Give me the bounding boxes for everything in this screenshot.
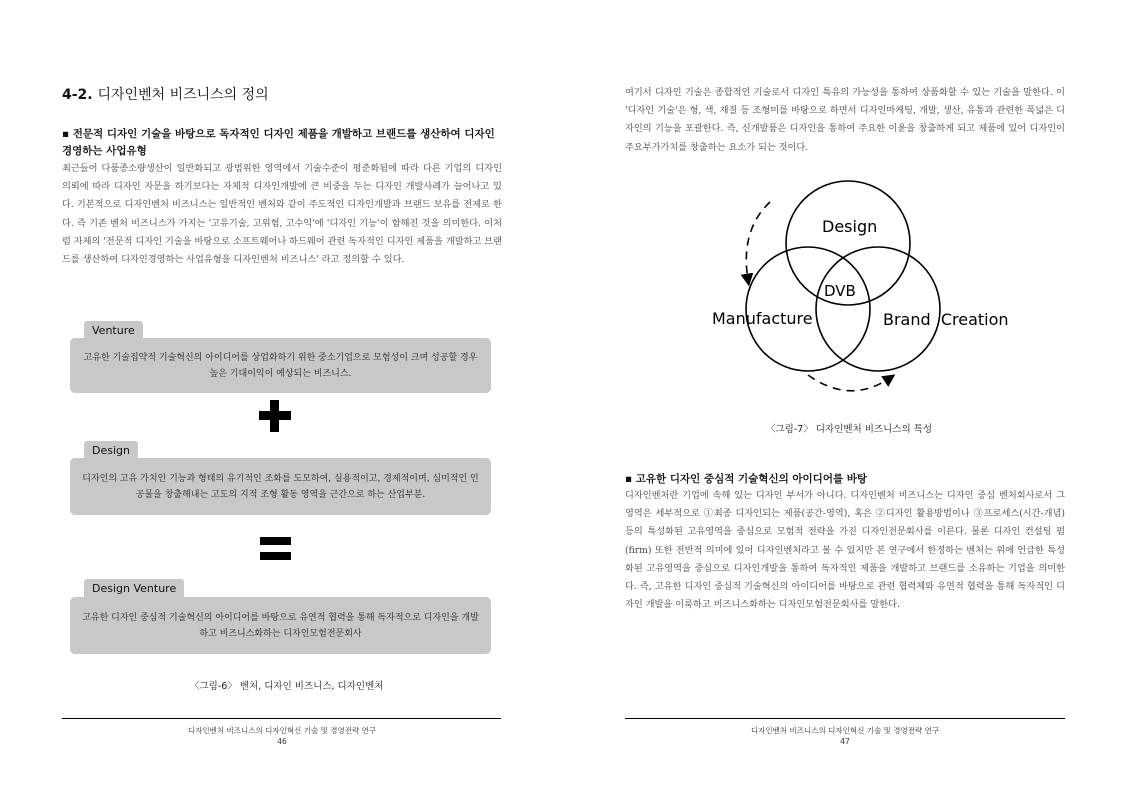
design-tag: Design: [84, 441, 138, 461]
design-text: 디자인의 고유 가치인 기능과 형태의 유기적인 조화를 도모하여, 실용적이고, 경제적이며, 심미적인 인공물을 창출해내는 고도의 지적 조형 활동 영역을 근간으로 하는 산업부분.: [82, 473, 479, 500]
figure-6-caption: 〈그림-6〉 벤처, 디자인 비즈니스, 디자인벤처: [190, 681, 384, 692]
brand-creation-label: Brand Creation: [883, 310, 1009, 329]
design-venture-tag: Design Venture: [84, 579, 184, 599]
section-title-text: 디자인벤처 비즈니스의 정의: [97, 87, 269, 103]
page-number-left: 46: [277, 737, 287, 746]
section-number: 4-2.: [62, 87, 93, 103]
body-paragraph-right-bottom: 디자인벤처란 기업에 속해 있는 디자인 부서가 아니다. 디자인벤처 비즈니스는 디자인 중심 벤처회사로서 그 영역은 세부적으로 ①최종 디자인되는 제품(공간-영역), 혹은 ②디자인 활용방법이나 ③프로세스(시간-개념) 등의 특성화된 고유영역을 중심으로 모험적 전략을 가진 디자인전문회사를 이른다. 물론 디자인 컨설팅 펌(firm) 또한 전반적 의미에 있어 디자인벤처라고 볼 수 있지만 본 연구에서 한정하는 벤처는 위에 언급한 특성화된 고유영역을 중심으로 디자인개발을 통하여 독자적인 제품을 개발하고 브랜드를 소유하는 기업을 의미한다. 즉, 고유한 디자인 중심적 기술혁신의 아이디어를 바탕으로 관련 협력체와 유연적 협력을 통해 독자적인 디자인 개발을 이룩하고 비즈니스화하는 디자인모험전문회사를 말한다.: [625, 490, 1065, 611]
dvb-label: DVB: [824, 282, 856, 300]
subheading-left: ▪ 전문적 디자인 기술을 바탕으로 독자적인 디자인 제품을 개발하고 브랜드를 생산하여 디자인 경영하는 사업유형: [62, 128, 495, 157]
venn-diagram: [700, 180, 1020, 400]
manufacture-label: Manufacture: [712, 309, 813, 328]
design-venture-text: 고유한 디자인 중심적 기술혁신의 아이디어를 바탕으로 유연적 협력을 통해 독자적으로 디자인을 개발하고 비즈니스화하는 디자인모험전문회사: [82, 612, 479, 639]
footer-title-right: 디자인벤처 비즈니스의 디자인혁신 기술 및 경영전략 연구: [750, 726, 940, 735]
venture-tag: Venture: [84, 321, 143, 341]
cycle-arrow-left: [746, 202, 770, 280]
page-number-right: 47: [840, 737, 850, 746]
venture-text: 고유한 기술집약적 기술혁신의 아이디어를 상업화하기 위한 중소기업으로 모험성이 크며 성공할 경우 높은 기대이익이 예상되는 비즈니스.: [83, 352, 478, 379]
footer-rule-right: [625, 718, 1065, 719]
body-paragraph-right-top: 여기서 디자인 기술은 종합적인 기술로서 디자인 특유의 가능성을 통하여 상품화할 수 있는 기술을 말한다. 이 '디자인 기술'은 형, 색, 재질 등 조형미를 바탕으로 하면서 디자인마케팅, 개발, 생산, 유통과 관련한 폭넓은 디자인의 기능을 포괄한다. 즉, 신개발품은 디자인을 통하여 주요한 이윤을 창출하게 되고 제품에 있어 디자인이 주요부가가치를 창출하는 요소가 되는 것이다.: [625, 87, 1065, 153]
body-paragraph-left: 최근들어 다품종소량생산이 일반화되고 광범위한 영역에서 기술수준이 평준화됨에 따라 다른 기업의 디자인 의뢰에 따라 디자인 자문을 하기보다는 자체적 디자인개발에 큰 비중을 두는 디자인 개발사례가 늘어나고 있다. 기본적으로 디자인벤처 비즈니스는 일반적인 벤처와 같이 주도적인 디자인개발과 브랜드 보유를 전제로 한다. 즉 기존 벤처 비즈니스가 가지는 '고유기술, 고위험, 고수익'에 '디자인 기능'이 함해진 것을 의미한다. 이처럼 자체의 '전문적 디자인 기술을 바탕으로 소프트웨어나 하드웨어 관련 독자적인 디자인 제품을 개발하고 브랜드를 생산하여 디자인경영하는 사업유형을 디자인벤처 비즈니스' 라고 정의할 수 있다.: [62, 163, 502, 266]
cycle-arrow-bottom: [808, 375, 890, 391]
figure-7-caption: 〈그림-7〉 디자인벤처 비즈니스의 특성: [766, 424, 933, 435]
footer-title-left: 디자인벤처 비즈니스의 디자인혁신 기술 및 경영전략 연구: [187, 726, 377, 735]
brand-creation-circle: [816, 247, 940, 371]
design-label: Design: [822, 217, 878, 236]
subheading-right: ▪ 고유한 디자인 중심적 기술혁신의 아이디어를 바탕: [625, 473, 868, 485]
